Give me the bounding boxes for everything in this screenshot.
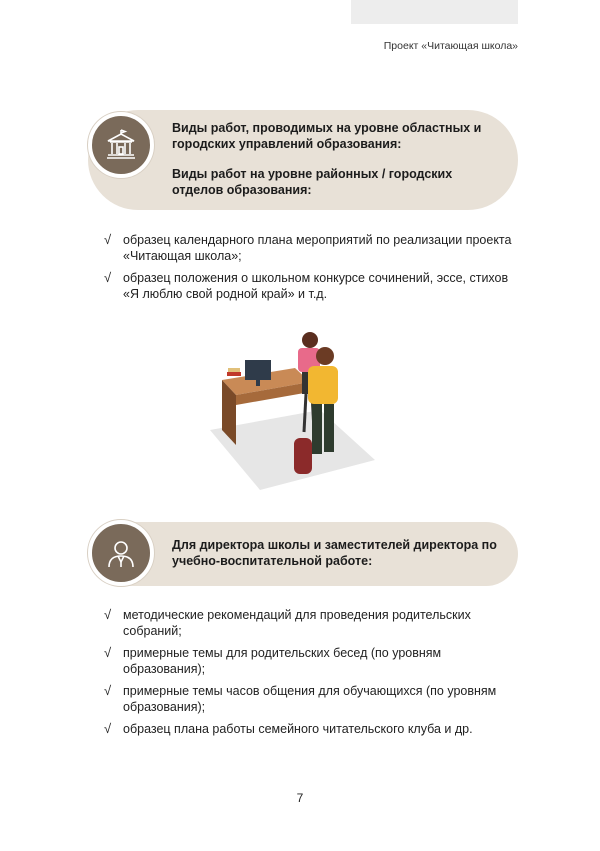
- list-item-text: образец календарного плана мероприятий по реализации проекта «Читающая школа»;: [123, 233, 512, 263]
- person-icon: [88, 520, 154, 586]
- section1-list: [104, 232, 513, 308]
- list-item-text: образец положения о школьном конкурсе сочинений, эссе, стихов «Я люблю свой родной край» и т.д.: [123, 271, 509, 301]
- list-item: [104, 645, 513, 677]
- check-mark: √: [104, 232, 112, 247]
- office-illustration: [200, 320, 400, 500]
- list-item: [104, 270, 513, 302]
- list-item: [104, 721, 513, 737]
- header-title: Проект «Читающая школа»: [383, 40, 518, 52]
- section2-list: [104, 607, 513, 743]
- top-bar: [351, 0, 518, 24]
- list-item-text: примерные темы для родительских бесед (по уровням образования);: [123, 646, 442, 676]
- page-number: 7: [296, 791, 304, 805]
- section2-heading: Для директора школы и заместителей директора по учебно-воспитательной работе:: [172, 538, 497, 568]
- list-item: [104, 683, 513, 715]
- list-item: [104, 607, 513, 639]
- section1-heading-regional: Виды работ, проводимых на уровне областных и городских управлений образования:: [172, 121, 482, 151]
- check-mark: √: [104, 721, 112, 736]
- check-mark: √: [104, 683, 112, 698]
- check-mark: √: [104, 607, 112, 622]
- section1-heading-district: Виды работ на уровне районных / городских отделов образования:: [172, 167, 453, 197]
- list-item: [104, 232, 513, 264]
- check-mark: √: [104, 270, 112, 285]
- list-item-text: методические рекомендаций для проведения родительских собраний;: [123, 608, 471, 638]
- list-item-text: образец плана работы семейного читательского клуба и др.: [123, 722, 473, 736]
- list-item-text: примерные темы часов общения для обучающихся (по уровням образования);: [123, 684, 497, 714]
- school-building-icon: [88, 112, 154, 178]
- check-mark: √: [104, 645, 112, 660]
